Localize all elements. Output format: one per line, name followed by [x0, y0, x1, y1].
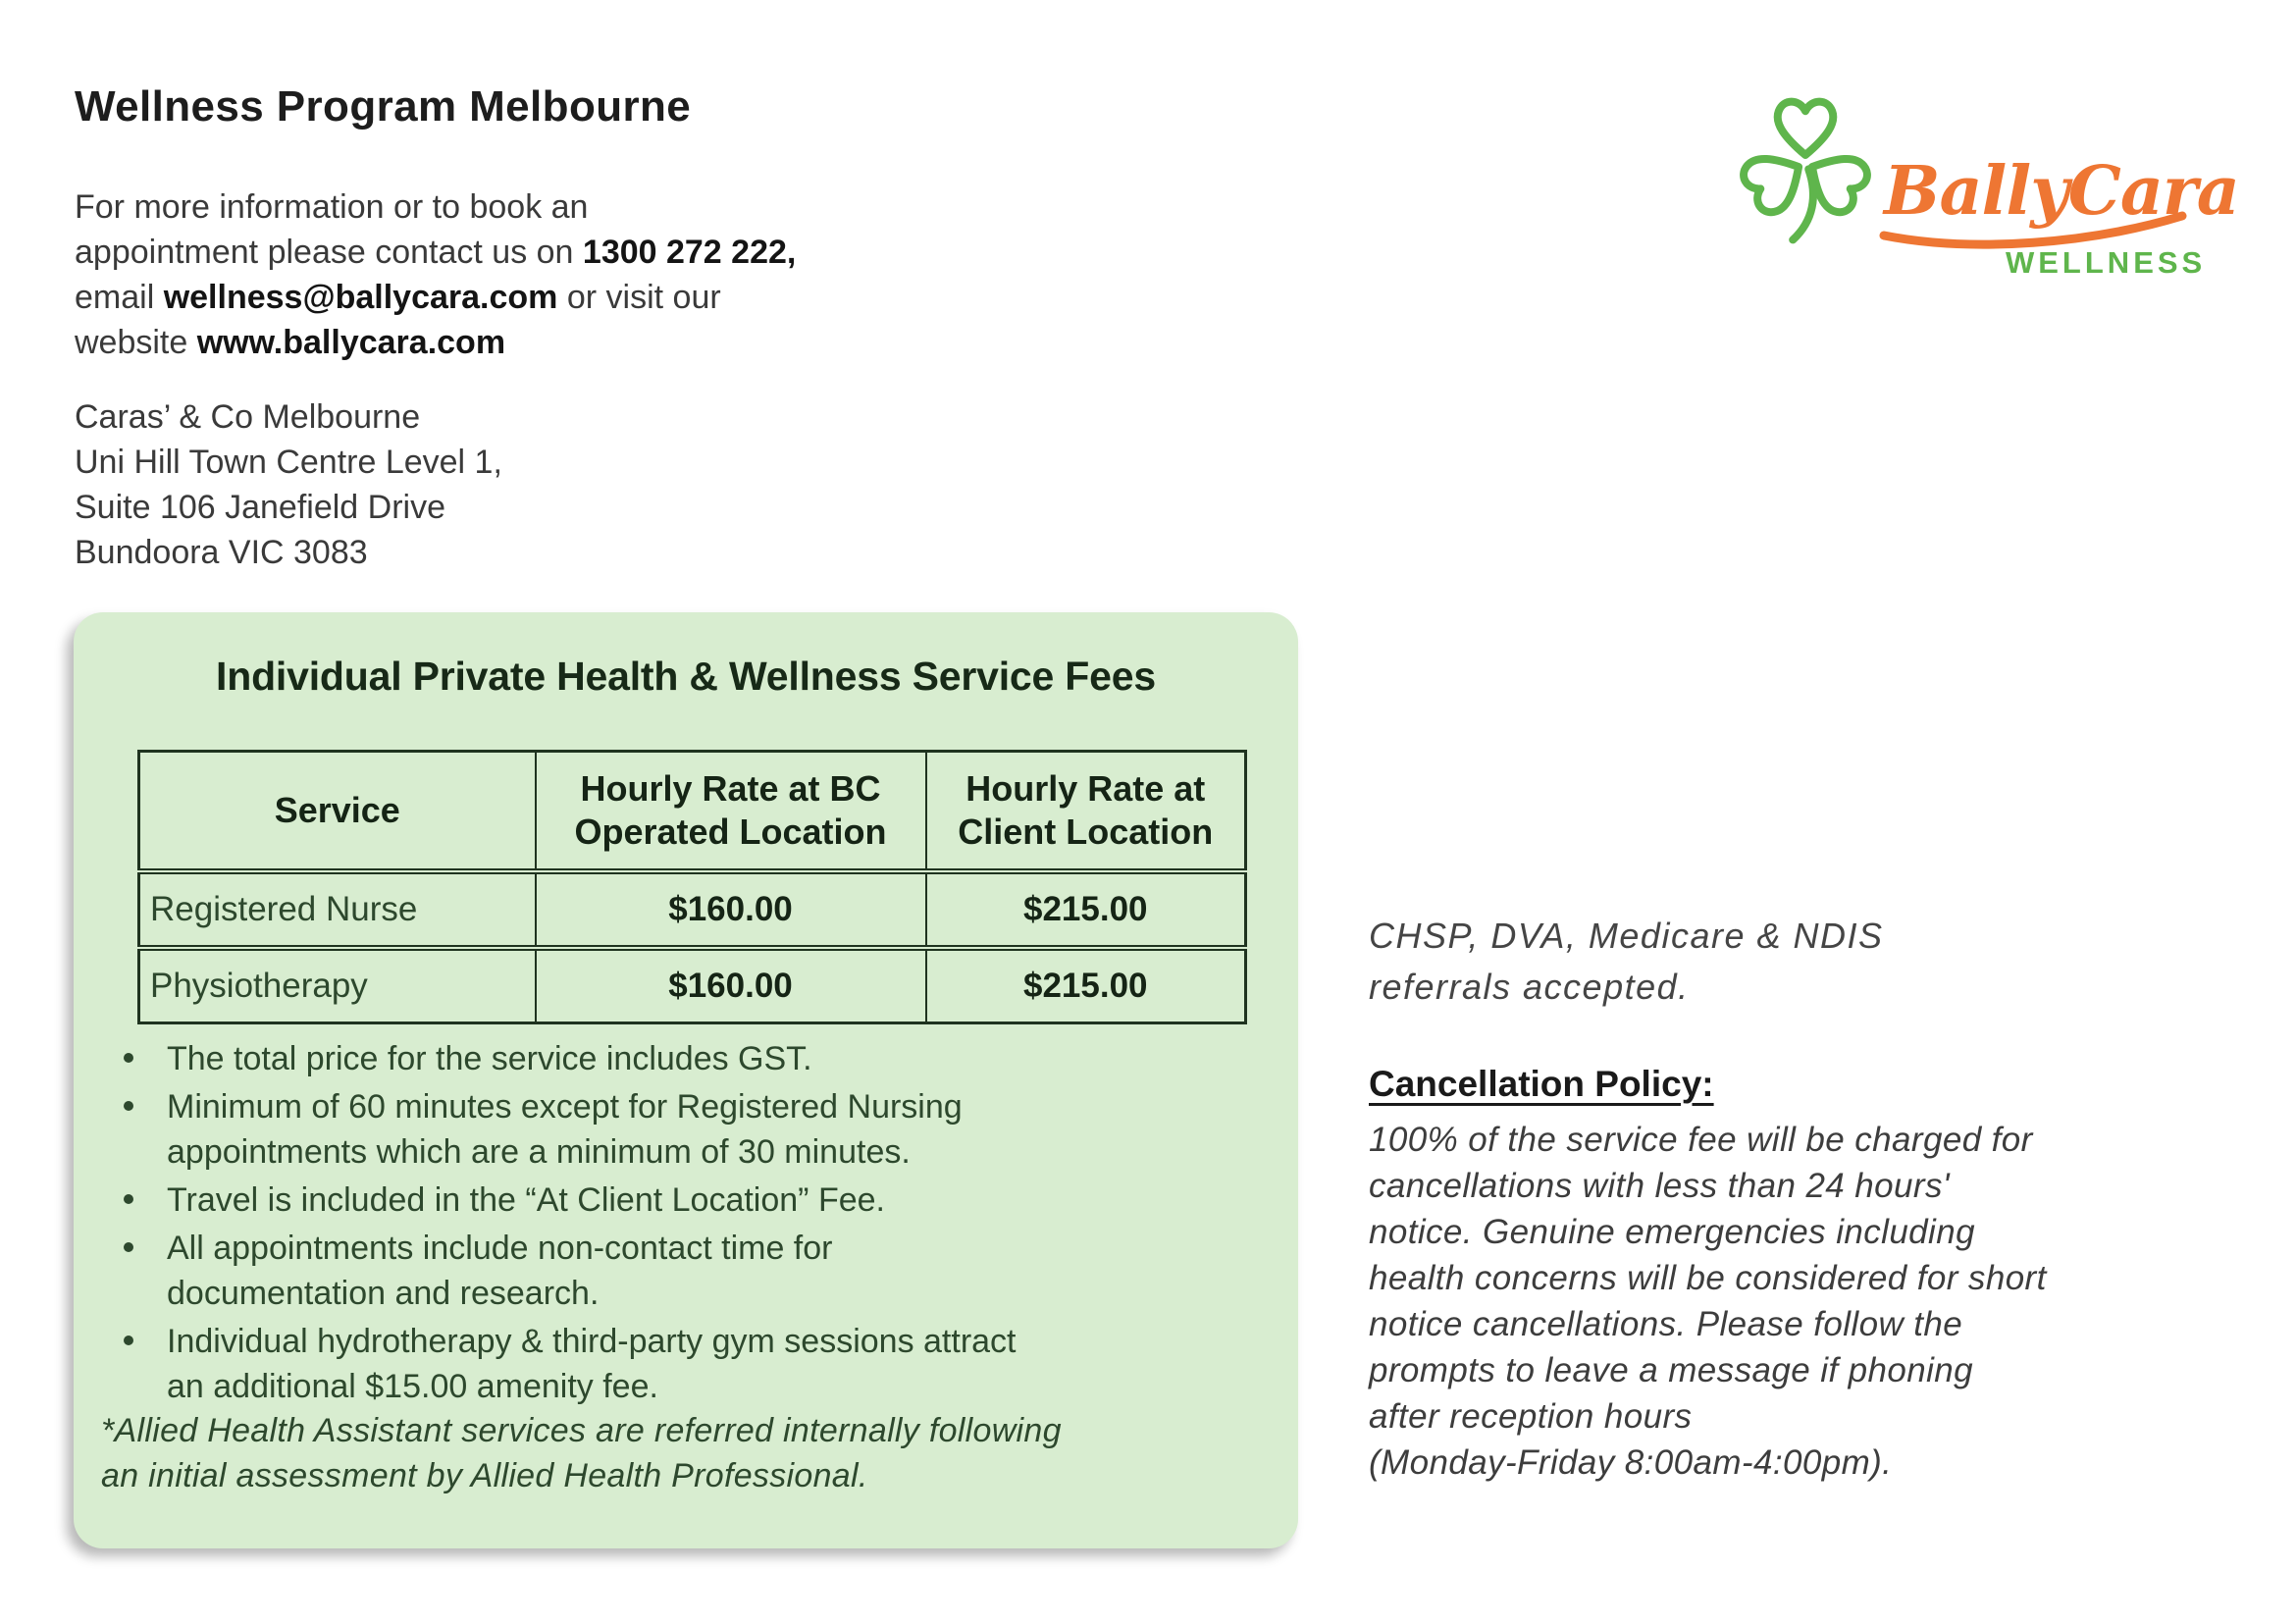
phone-number: 1300 272 222,	[582, 234, 797, 271]
header-text: Hourly Rate at BC	[580, 768, 881, 809]
website-text: www.ballycara.com	[196, 324, 506, 361]
ballycara-logo-svg	[1719, 65, 2239, 310]
brand-script-text: BallyCara	[1884, 152, 2239, 231]
service-name: Physiotherapy	[139, 948, 536, 1023]
contact-line	[75, 230, 796, 275]
contact-info	[75, 184, 796, 365]
ballycara-logo	[1719, 65, 2239, 310]
note-line: an additional $15.00 amenity fee.	[167, 1368, 658, 1405]
note-line: documentation and research.	[167, 1275, 600, 1312]
email-text: wellness@ballycara.com	[163, 279, 558, 316]
allied-health-footnote	[101, 1408, 1062, 1498]
col-header-bc-rate	[536, 752, 926, 872]
contact-text: email	[75, 279, 164, 316]
service-name: Registered Nurse	[139, 871, 536, 948]
table-row	[139, 948, 1246, 1023]
contact-line	[75, 184, 796, 230]
header-text: Hourly Rate at	[965, 768, 1206, 809]
policy-line: cancellations with less than 24 hours'	[1369, 1167, 1950, 1205]
note-line: Individual hydrotherapy & third-party gym sessions attract	[167, 1323, 1017, 1360]
cancellation-policy-heading: Cancellation Policy:	[1369, 1064, 1714, 1104]
contact-line	[75, 275, 796, 320]
fees-card-title: Individual Private Health & Wellness Service Fees	[216, 654, 1156, 699]
referrals-line: CHSP, DVA, Medicare & NDIS	[1369, 916, 1884, 956]
shamrock-icon	[1739, 102, 1872, 240]
footnote-line: *Allied Health Assistant services are referred internally following	[101, 1412, 1062, 1449]
contact-text: For more information or to book an	[75, 188, 589, 226]
note-line: The total price for the service includes GST.	[167, 1040, 812, 1077]
fees-notes-list	[102, 1036, 1275, 1412]
header-text: Client Location	[958, 812, 1214, 852]
note-line: Minimum of 60 minutes except for Registered Nursing	[167, 1088, 963, 1126]
note-line: All appointments include non-contact time for	[167, 1230, 833, 1267]
contact-text: or visit our	[557, 279, 721, 316]
contact-text: website	[75, 324, 197, 361]
bullet-icon	[124, 1053, 133, 1063]
address-line: Uni Hill Town Centre Level 1,	[75, 444, 502, 481]
header-text: Operated Location	[574, 812, 887, 852]
table-header-row	[139, 752, 1246, 872]
policy-line: after reception hours	[1369, 1397, 1693, 1436]
col-header-client-rate	[926, 752, 1246, 872]
bullet-icon	[124, 1194, 133, 1204]
address-line: Caras’ & Co Melbourne	[75, 398, 421, 436]
note-line: appointments which are a minimum of 30 minutes.	[167, 1133, 911, 1171]
list-item	[102, 1226, 1275, 1316]
contact-line	[75, 320, 796, 365]
policy-line: notice cancellations. Please follow the	[1369, 1305, 1963, 1343]
policy-line: 100% of the service fee will be charged for	[1369, 1121, 2033, 1159]
footnote-line: an initial assessment by Allied Health Professional.	[101, 1457, 868, 1494]
list-item	[102, 1178, 1275, 1223]
client-rate-value: $215.00	[926, 871, 1246, 948]
policy-line: health concerns will be considered for short	[1369, 1259, 2047, 1297]
fees-table	[137, 750, 1247, 1024]
note-line: Travel is included in the “At Client Location” Fee.	[167, 1181, 885, 1219]
bc-rate-value: $160.00	[536, 948, 926, 1023]
address-line: Bundoora VIC 3083	[75, 534, 368, 571]
contact-text: appointment please contact us on	[75, 234, 583, 271]
referrals-note	[1369, 911, 1884, 1013]
fees-card	[74, 612, 1298, 1548]
list-item	[102, 1084, 1275, 1175]
page-title: Wellness Program Melbourne	[75, 82, 692, 131]
client-rate-value: $215.00	[926, 948, 1246, 1023]
col-header-service	[139, 752, 536, 872]
referrals-line: referrals accepted.	[1369, 967, 1690, 1007]
list-item	[102, 1319, 1275, 1409]
table-row	[139, 871, 1246, 948]
address-block	[75, 394, 502, 575]
bullet-icon	[124, 1336, 133, 1345]
cancellation-policy-text	[1369, 1117, 2047, 1486]
bullet-icon	[124, 1242, 133, 1252]
policy-line: notice. Genuine emergencies including	[1369, 1213, 1975, 1251]
bc-rate-value: $160.00	[536, 871, 926, 948]
policy-line: prompts to leave a message if phoning	[1369, 1351, 1973, 1389]
address-line: Suite 106 Janefield Drive	[75, 489, 446, 526]
brand-tagline: WELLNESS	[2006, 245, 2207, 280]
bullet-icon	[124, 1101, 133, 1111]
policy-line: (Monday-Friday 8:00am-4:00pm).	[1369, 1443, 1893, 1482]
header-text: Service	[274, 790, 400, 830]
list-item	[102, 1036, 1275, 1081]
